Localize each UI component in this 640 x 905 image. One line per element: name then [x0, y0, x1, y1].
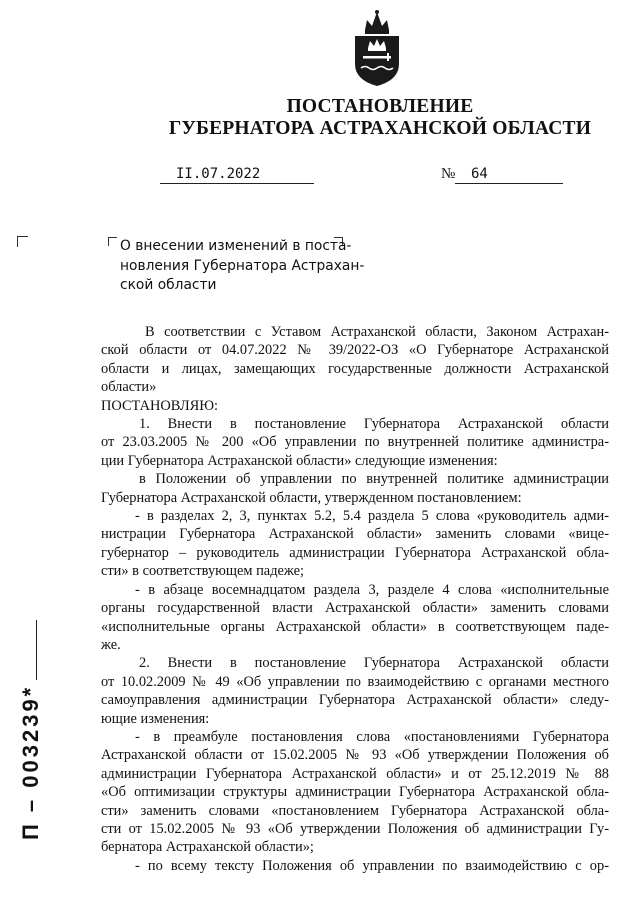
body-line: области»: [101, 379, 157, 396]
body-line: - по всему тексту Положения об управлении по взаимодействию с ор-: [135, 857, 609, 874]
body-line: сти» заменить словами «постановлением Губернатора Астраханской обла-: [101, 802, 609, 819]
body-line: Астраханской области от 15.02.2005 № 93 «Об утверждении Положения об: [101, 747, 609, 764]
body-line: ской области от 04.07.2022 № 39/2022-ОЗ «О Губернаторе Астраханской: [101, 342, 609, 359]
body-line: от 10.02.2009 № 49 «Об управлении по взаимодействию с органами местного: [101, 673, 609, 690]
body-line: ющие изменения:: [101, 710, 210, 727]
document-type-title: ПОСТАНОВЛЕНИЕ: [286, 96, 474, 117]
subject-bracket-left: [108, 237, 117, 246]
body-line: ции Губернатора Астраханской области» следующие изменения:: [101, 452, 498, 469]
body-line: - в абзаце восемнадцатом раздела 3, разделе 4 слова «исполнительные: [135, 581, 609, 598]
registration-code: П – 003239*: [18, 684, 43, 840]
document-subject: [120, 237, 365, 296]
body-line: «Об оптимизации структуры администрации Губернатора Астраханской обла-: [101, 784, 609, 801]
body-line: В соответствии с Уставом Астраханской области, Законом Астрахан-: [145, 324, 609, 340]
body-line: нистрации Губернатора Астраханской области» заменить словами «вице-: [101, 526, 609, 543]
document-body: [101, 323, 609, 875]
number-sign: №: [441, 166, 456, 182]
body-line: 1. Внести в постановление Губернатора Астраханской области: [139, 416, 609, 433]
date-underline: [160, 183, 314, 184]
body-line: от 23.03.2005 № 200 «Об управлении по внутренней политике администра-: [101, 434, 609, 451]
body-line: сти от 15.02.2005 № 93 «Об утверждении Положения об администрации Гу-: [101, 820, 609, 837]
body-line: сти» в соответствующем падеже;: [101, 563, 305, 580]
document-date: II.07.2022: [176, 166, 261, 182]
issuer-title: ГУБЕРНАТОРА АСТРАХАНСКОЙ ОБЛАСТИ: [168, 118, 592, 139]
body-line: бернатора Астраханской области»;: [101, 839, 314, 856]
body-line: органы государственной власти Астраханской области» заменить словами: [101, 600, 609, 617]
body-line: администрации Губернатора Астраханской области» и от 25.12.2019 № 88: [101, 765, 609, 782]
number-underline: [455, 183, 563, 184]
body-line: в Положении об управлении по внутренней политике администрации: [139, 471, 609, 488]
document-number: 64: [471, 166, 488, 182]
subject-line: О внесении изменений в поста-: [120, 238, 352, 254]
body-line: губернатор – руководитель администрации Губернатора Астраханской обла-: [101, 544, 609, 561]
margin-corner-mark: [17, 236, 28, 247]
body-line: области и лицах, замещающих государственные должности Астраханской: [101, 360, 609, 377]
body-line: 2. Внести в постановление Губернатора Астраханской области: [139, 655, 609, 672]
body-line: - в преамбуле постановления слова «постановлениями Губернатора: [135, 728, 609, 745]
subject-line: ской области: [120, 277, 217, 294]
body-line: - в разделах 2, 3, пунктах 5.2, 5.4 раздела 5 слова «руководитель адми-: [135, 508, 609, 525]
body-line: Губернатора Астраханской области, утвержденном постановлением:: [101, 489, 522, 506]
coat-of-arms-emblem: [351, 8, 403, 88]
body-line: самоуправления администрации Губернатора Астраханской области» следу-: [101, 692, 609, 709]
resolve-heading: ПОСТАНОВЛЯЮ:: [101, 397, 219, 414]
body-line: «исполнительные органы Астраханской области» в соответствующем паде-: [101, 618, 609, 635]
subject-line: новления Губернатора Астрахан-: [120, 257, 365, 274]
body-line: же.: [101, 636, 121, 653]
